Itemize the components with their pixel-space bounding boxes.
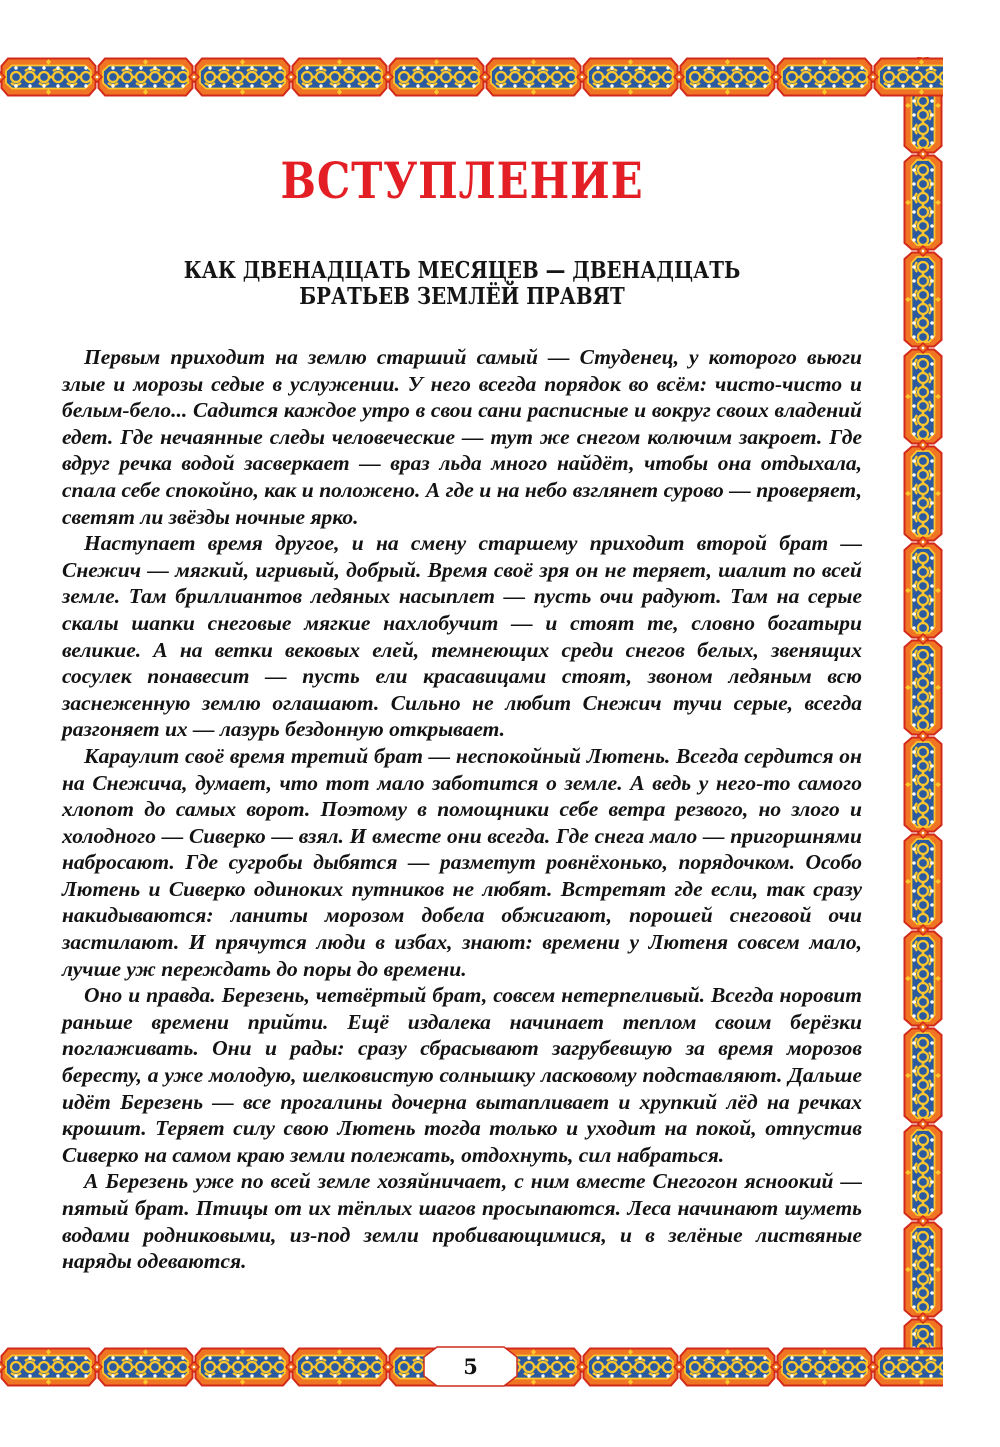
paragraph: А Березень уже по всей земле хозяйничает, с ним вместе Снегогон ясноокий — пятый брат. Птицы от их тёплых шагов просыпаются. Леса начинают шуметь водами родниковыми, из-под земли пробивающимися, и в зелёные листвяные наряды одеваются. <box>62 1169 862 1274</box>
page-number-cartouche <box>423 1346 518 1387</box>
chapter-heading: КАК ДВЕНАДЦАТЬ МЕСЯЦЕВ — ДВЕНАДЦАТЬ БРАТЬЕВ ЗЕМЛЁЙ ПРАВЯТ <box>183 257 741 310</box>
paragraph: Караулит своё время третий брат — неспокойный Лютень. Всегда сердится он на Снежича, думает, что тот мало заботится о земле. А ведь у него-то самого хлопот до самых ворот. Поэтому в помощники себе ветра резвого, но злого и холодного — Сиверко — взял. И вместе они всегда. Где снега мало — пригоршнями набросают. Где сугробы дыбятся — разметут ровнёхонько, порядочком. Особо Лютень и Сиверко одиноких путников не любят. Встретят где если, так сразу накидываются: ланиты морозом добела обжигают, порошей снеговой очи застилают. И прячутся люди в избах, знают: времени у Лютеня совсем мало, лучше уж переждать до поры до времени. <box>62 743 862 981</box>
border-top-ornament <box>0 57 943 97</box>
body-text <box>62 344 862 1275</box>
paragraph: Оно и правда. Березень, четвёртый брат, совсем нетерпеливый. Всегда норовит раньше времени прийти. Ещё издалека начинает теплом своим берёзки поглаживать. Они и рады: сразу сбрасывают загрубевшую за время морозов бересту, а уже молодую, шелковистую солнышку ласковому подставляют. Дальше идёт Березень — все прогалины дочерна вытапливает и хрупкий лёд на речках крошит. Теряет силу свою Лютень тогда только и уходит на покой, отпустив Сиверко на самом краю земли полежать, отдохнуть, сил набраться. <box>62 983 862 1167</box>
border-right-ornament <box>903 57 943 1385</box>
paragraph: Первым приходит на землю старший самый — Студенец, у которого вьюги злые и морозы седые в услужении. У него всегда порядок во всём: чисто-чисто и белым-бело... Садится каждое утро в свои сани расписные и вокруг своих владений едет. Где нечаянные следы человеческие — тут же снегом колючим закроет. Где вдруг речка водой засверкает — враз льда много найдёт, чтобы она отдыхала, спала себе спокойно, как и положено. А где и на небо взглянет сурово — проверяет, светят ли звёзды ночные ярко. <box>62 345 862 529</box>
paragraph: Наступает время другое, и на смену старшему приходит второй брат — Снежич — мягкий, игривый, добрый. Время своё зря он не теряет, шалит по всей земле. Там бриллиантов ледяных насыплет — пусть очи радуют. Там на серые скалы шапки снеговые мягкие нахлобучит — и стоят те, словно богатыри великие. А на ветки вековых елей, темнеющих среди снегов белых, звенящих сосулек понавесит — пусть ели красавицами стоят, звоном ледяным всю заснеженную землю оглашают. Сильно не любит Снежич тучи серые, всегда разгоняет их — лазурь бездонную открывает. <box>62 531 862 742</box>
page-title: ВСТУПЛЕНИЕ <box>280 151 644 210</box>
page-number: 5 <box>463 1354 478 1379</box>
page-content <box>62 150 862 1275</box>
